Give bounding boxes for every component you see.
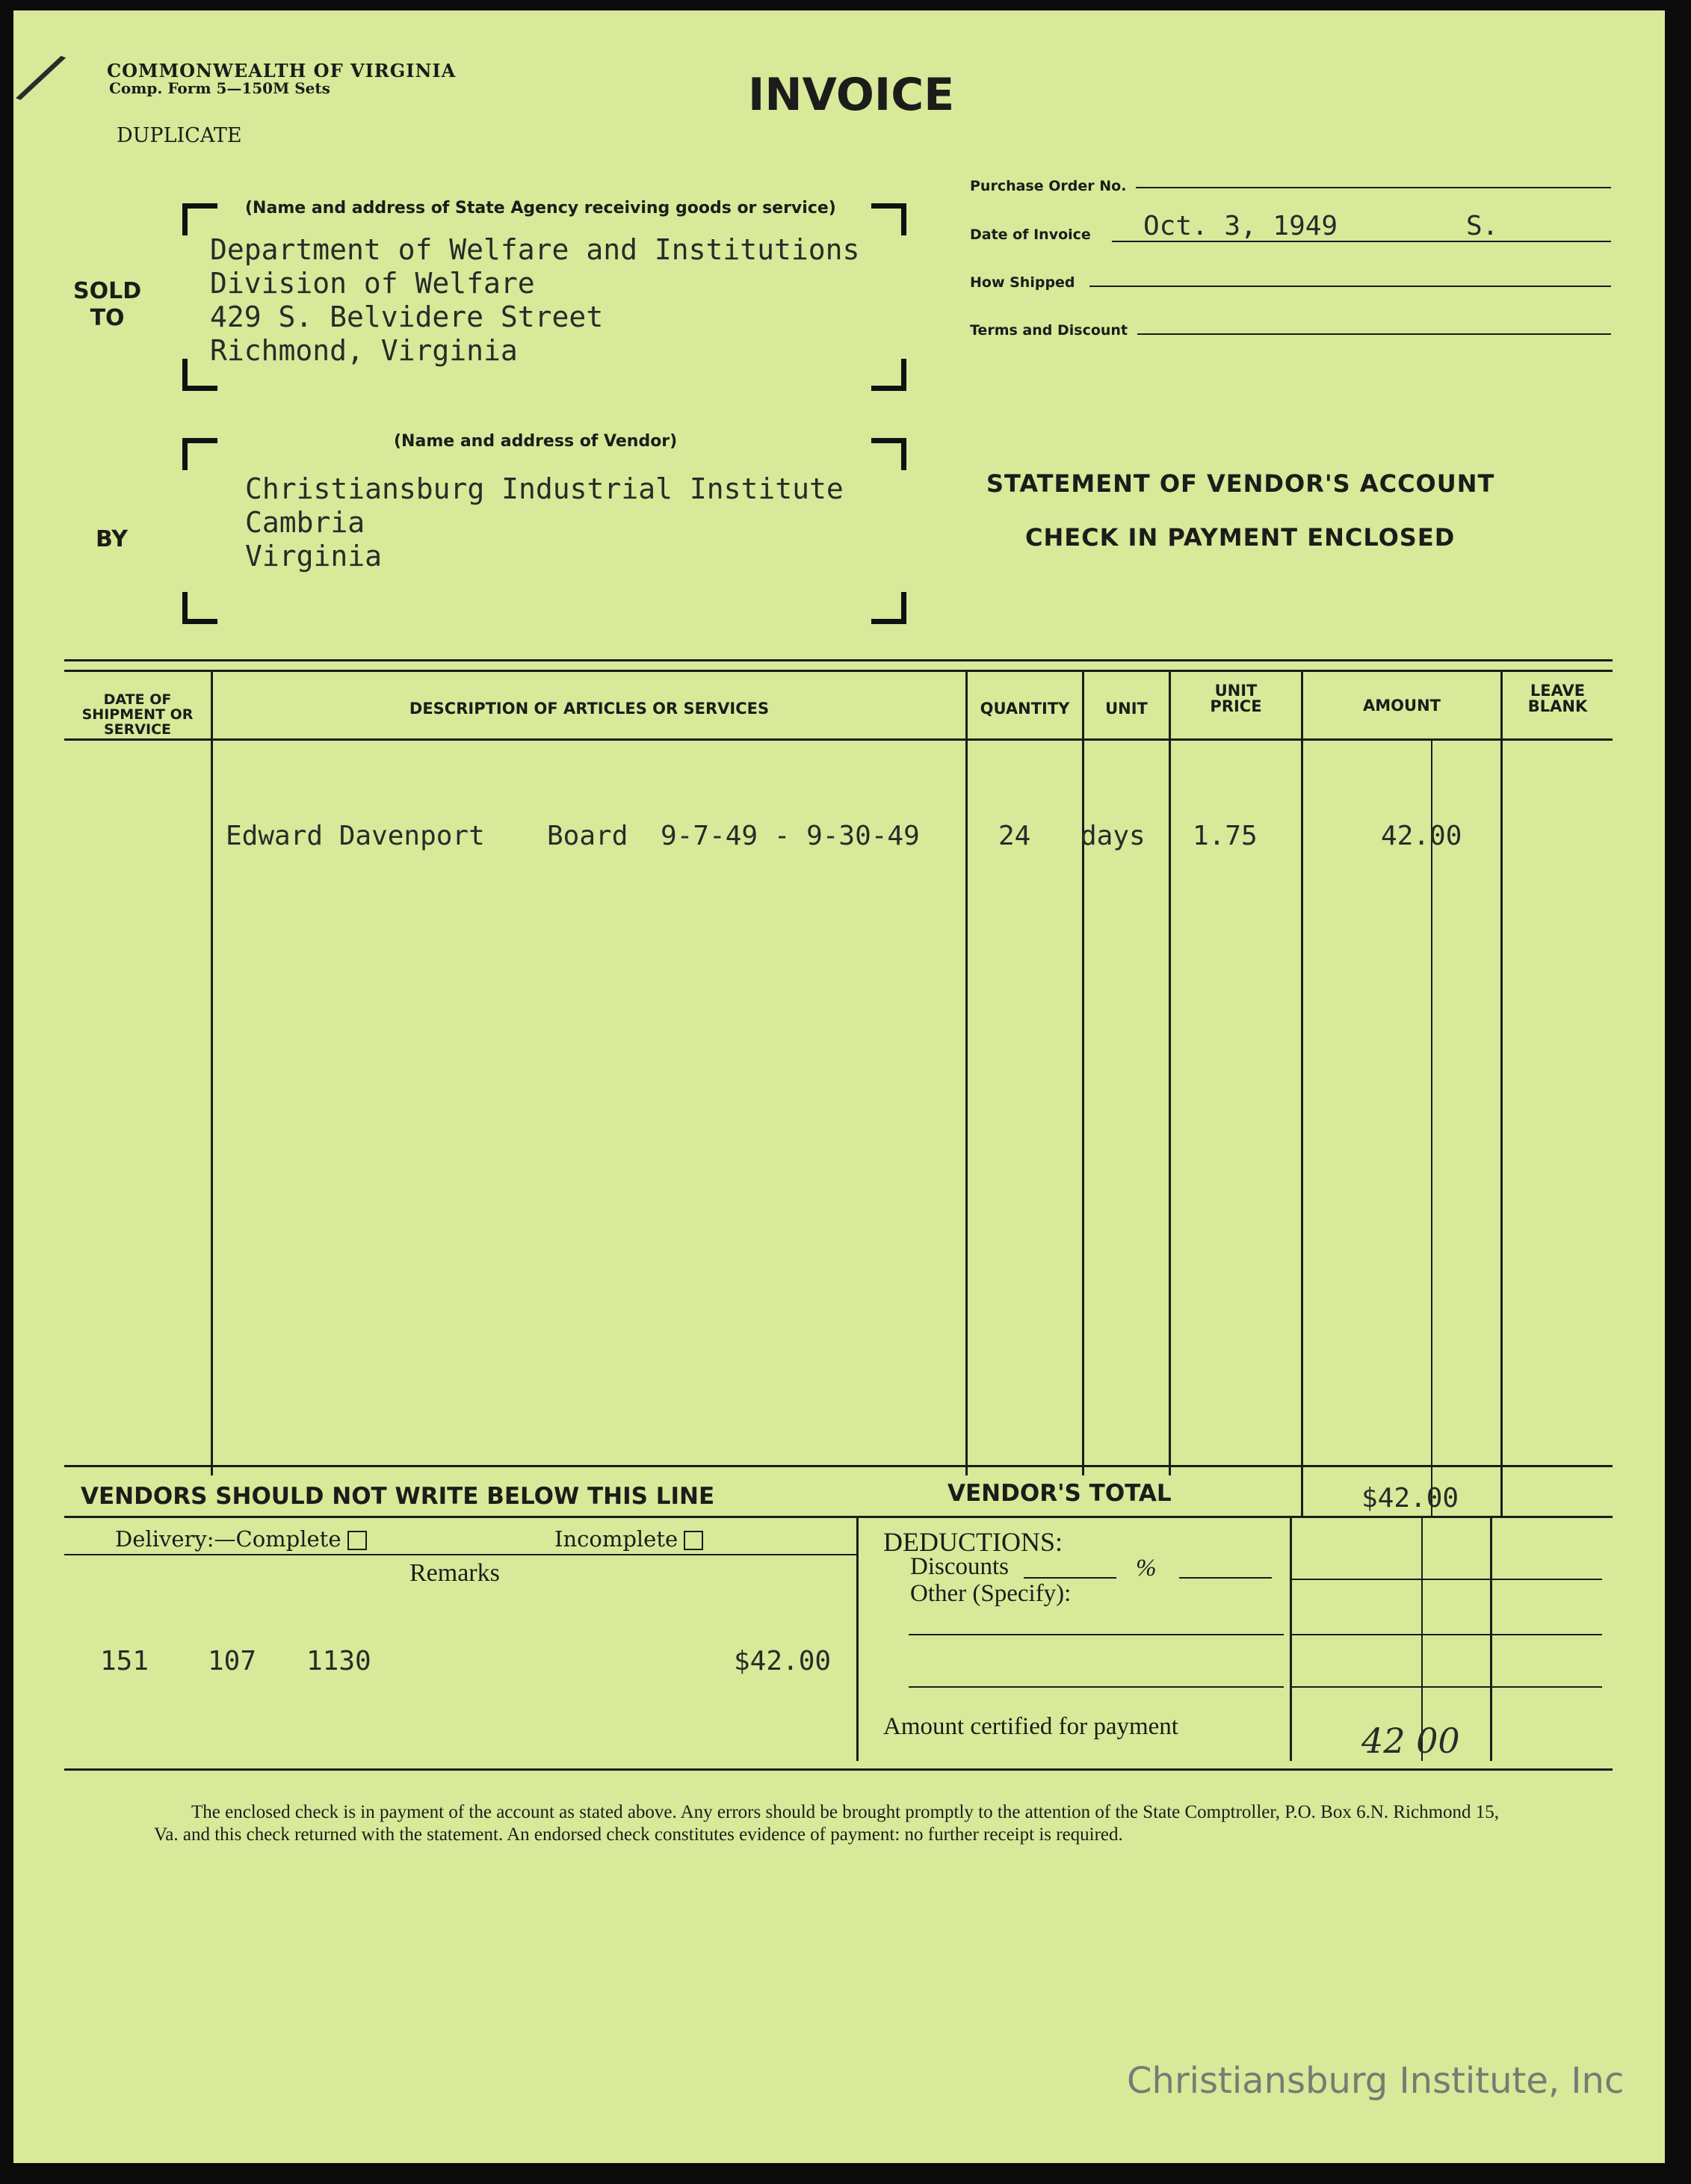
- bracket-top-right: [871, 438, 906, 470]
- amount-col-divider: [1490, 1517, 1492, 1761]
- vendor-total-value: $42.00: [1361, 1483, 1459, 1514]
- remarks-label: Remarks: [409, 1559, 500, 1587]
- invoice-date-label: Date of Invoice: [970, 226, 1091, 243]
- delivery-complete: Delivery:—Complete: [115, 1526, 367, 1552]
- col-divider: [1082, 671, 1084, 1475]
- issuer-name: COMMONWEALTH OF VIRGINIA: [107, 60, 457, 81]
- cents-divider: [1431, 740, 1432, 1517]
- watermark: Christiansburg Institute, Inc: [1127, 2060, 1624, 2102]
- certified-label: Amount certified for payment: [883, 1713, 1178, 1740]
- percent-line: [1179, 1577, 1272, 1579]
- incomplete-checkbox[interactable]: [684, 1531, 703, 1550]
- terms-line: [1137, 333, 1611, 335]
- how-shipped-label: How Shipped: [970, 274, 1075, 291]
- delivery-rule: [64, 1554, 858, 1555]
- other-label: Other (Specify):: [910, 1580, 1072, 1607]
- row-description: Board: [547, 821, 628, 851]
- col-header-quantity: QUANTITY: [980, 700, 1070, 718]
- col-divider: [965, 671, 968, 1475]
- col-header-description: DESCRIPTION OF ARTICLES OR SERVICES: [409, 700, 770, 718]
- vendor-total-label: VENDOR'S TOTAL: [947, 1480, 1172, 1507]
- footer-rule: [64, 1768, 1613, 1771]
- sold-to-address: Department of Welfare and Institutions Division of Welfare 429 S. Belvidere Street Richmond, Virginia: [210, 233, 860, 367]
- page-title: INVOICE: [748, 69, 955, 121]
- bracket-top-left: [182, 203, 217, 235]
- percent-sign: %: [1136, 1555, 1157, 1582]
- remarks-code-2: 107: [208, 1646, 257, 1676]
- footer-text: The enclosed check is in payment of the account as stated above. Any errors should be brought promptly to the attention of the State Comptroller, P.O. Box 6.N. Richmond 15, Va. and this check returned with the statement. An endorsed check constitutes evidence of payment: no further receipt is required.: [154, 1802, 1500, 1845]
- sold-to-caption: (Name and address of State Agency receiving goods or service): [245, 199, 836, 218]
- bracket-top-left: [182, 438, 217, 470]
- col-header-leave-blank: LEAVE BLANK: [1527, 682, 1588, 715]
- remarks-amount: $42.00: [734, 1646, 832, 1676]
- col-divider: [1500, 671, 1503, 1517]
- bracket-top-right: [871, 203, 906, 235]
- row-dates: 9-7-49 - 9-30-49: [661, 821, 920, 851]
- bracket-bottom-right: [871, 359, 906, 391]
- deductions-title: DEDUCTIONS:: [883, 1527, 1063, 1557]
- amount-col-divider: [1290, 1517, 1292, 1761]
- amount-row-rule: [1291, 1634, 1602, 1635]
- row-unit: days: [1081, 821, 1146, 851]
- bracket-bottom-left: [182, 592, 217, 624]
- row-quantity: 24: [998, 821, 1031, 851]
- form-number: Comp. Form 5—150M Sets: [109, 79, 330, 97]
- invoice-date-value: Oct. 3, 1949: [1143, 211, 1338, 241]
- amount-row-rule: [1291, 1686, 1602, 1688]
- col-divider: [1169, 671, 1171, 1475]
- payment-heading: CHECK IN PAYMENT ENCLOSED: [1025, 523, 1456, 552]
- table-top-rule: [64, 659, 1613, 661]
- remarks-code-3: 1130: [306, 1646, 371, 1676]
- complete-checkbox[interactable]: [347, 1531, 367, 1550]
- certified-amount: 42 00: [1361, 1721, 1460, 1761]
- discounts-line: [1024, 1577, 1116, 1579]
- check-mark: /: [16, 35, 66, 118]
- copy-label: DUPLICATE: [117, 124, 242, 147]
- remarks-code-1: 151: [100, 1646, 149, 1676]
- vendor-caption: (Name and address of Vendor): [394, 432, 678, 451]
- sold-to-label: SOLD TO: [73, 278, 142, 331]
- row-unit-price: 1.75: [1193, 821, 1258, 851]
- how-shipped-line: [1089, 286, 1611, 287]
- deduction-line: [909, 1686, 1284, 1688]
- table-top-rule-2: [64, 670, 1613, 672]
- delivery-incomplete: Incomplete: [554, 1526, 703, 1552]
- col-header-unit-price: UNIT PRICE: [1210, 682, 1262, 715]
- discounts-label: Discounts: [910, 1553, 1009, 1580]
- row-amount: 42.00: [1381, 821, 1462, 851]
- vendor-address: Christiansburg Industrial Institute Cambria Virginia: [245, 472, 844, 573]
- deductions-divider: [856, 1517, 859, 1761]
- total-bottom-rule: [64, 1516, 1613, 1518]
- bracket-bottom-right: [871, 592, 906, 624]
- purchase-order-label: Purchase Order No.: [970, 178, 1127, 194]
- vendor-warning: VENDORS SHOULD NOT WRITE BELOW THIS LINE: [81, 1483, 715, 1510]
- vendor-label: BY: [96, 526, 128, 552]
- statement-heading: STATEMENT OF VENDOR'S ACCOUNT: [986, 469, 1495, 498]
- row-name: Edward Davenport: [226, 821, 485, 851]
- col-header-amount: AMOUNT: [1363, 697, 1441, 715]
- total-top-rule: [64, 1465, 1613, 1467]
- col-header-date: DATE OF SHIPMENT OR SERVICE: [81, 691, 194, 738]
- col-header-unit: UNIT: [1105, 700, 1148, 718]
- table-header-rule: [64, 738, 1613, 741]
- col-divider: [211, 671, 213, 1475]
- col-divider: [1301, 671, 1303, 1517]
- amount-row-rule: [1291, 1579, 1602, 1580]
- invoice-date-suffix: S.: [1466, 211, 1499, 241]
- purchase-order-line: [1136, 187, 1611, 188]
- terms-label: Terms and Discount: [970, 322, 1128, 339]
- deduction-line: [909, 1634, 1284, 1635]
